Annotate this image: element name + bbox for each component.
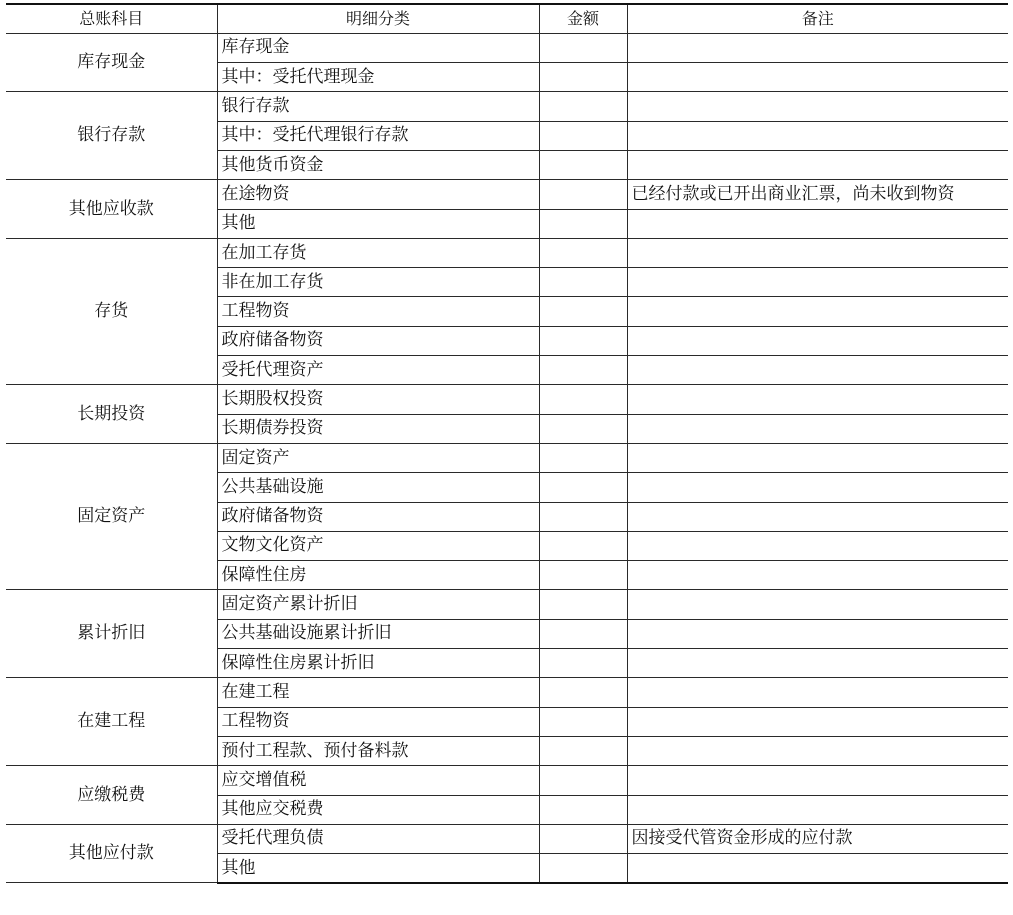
remark-cell [627,619,1008,648]
table-row [6,92,1008,121]
amount-cell [539,649,627,678]
table-header [6,4,1008,33]
detail-cell: 公共基础设施累计折旧 [217,619,539,648]
remark-cell [627,356,1008,385]
remark-cell [627,707,1008,736]
amount-cell [539,502,627,531]
remark-cell [627,150,1008,179]
remark-cell [627,414,1008,443]
amount-cell [539,678,627,707]
detail-cell: 在加工存货 [217,238,539,267]
detail-cell: 其他 [217,209,539,238]
table-row [6,238,1008,267]
amount-cell [539,238,627,267]
detail-cell: 长期股权投资 [217,385,539,414]
remark-cell [627,33,1008,62]
amount-cell [539,766,627,795]
table-row [6,443,1008,472]
table-row [6,385,1008,414]
amount-cell [539,707,627,736]
remark-cell [627,238,1008,267]
detail-cell: 长期债券投资 [217,414,539,443]
remark-cell [627,121,1008,150]
amount-cell [539,150,627,179]
remark-cell [627,473,1008,502]
remark-cell [627,385,1008,414]
remark-cell [627,590,1008,619]
remark-cell [627,678,1008,707]
amount-cell [539,268,627,297]
detail-cell: 工程物资 [217,297,539,326]
amount-cell [539,121,627,150]
header-remark: 备注 [627,4,1008,33]
detail-cell: 其他货币资金 [217,150,539,179]
detail-cell: 固定资产累计折旧 [217,590,539,619]
detail-cell: 非在加工存货 [217,268,539,297]
account-cell: 在建工程 [6,678,217,766]
table-row [6,33,1008,62]
detail-cell: 其他应交税费 [217,795,539,824]
header-amount: 金额 [539,4,627,33]
table-body [6,33,1008,883]
amount-cell [539,619,627,648]
amount-cell [539,297,627,326]
amount-cell [539,795,627,824]
amount-cell [539,414,627,443]
amount-cell [539,473,627,502]
amount-cell [539,824,627,853]
amount-cell [539,854,627,883]
remark-cell [627,297,1008,326]
detail-cell: 受托代理负债 [217,824,539,853]
table-row [6,180,1008,209]
account-cell: 应缴税费 [6,766,217,825]
account-cell: 存货 [6,238,217,384]
remark-cell [627,268,1008,297]
amount-cell [539,356,627,385]
table-row [6,678,1008,707]
remark-cell [627,854,1008,883]
account-cell: 其他应付款 [6,824,217,883]
remark-cell [627,561,1008,590]
table-row [6,824,1008,853]
account-cell: 长期投资 [6,385,217,444]
remark-cell [627,795,1008,824]
amount-cell [539,209,627,238]
detail-cell: 受托代理资产 [217,356,539,385]
account-cell: 库存现金 [6,33,217,92]
amount-cell [539,561,627,590]
header-account: 总账科目 [6,4,217,33]
remark-cell [627,92,1008,121]
detail-cell: 在建工程 [217,678,539,707]
table-row [6,590,1008,619]
amount-cell [539,531,627,560]
remark-cell [627,736,1008,765]
amount-cell [539,385,627,414]
account-cell: 累计折旧 [6,590,217,678]
detail-cell: 银行存款 [217,92,539,121]
detail-cell: 预付工程款、预付备料款 [217,736,539,765]
detail-cell: 文物文化资产 [217,531,539,560]
amount-cell [539,326,627,355]
detail-cell: 政府储备物资 [217,326,539,355]
amount-cell [539,63,627,92]
account-cell: 固定资产 [6,443,217,589]
detail-cell: 应交增值税 [217,766,539,795]
amount-cell [539,180,627,209]
detail-cell: 保障性住房 [217,561,539,590]
amount-cell [539,590,627,619]
amount-cell [539,33,627,62]
detail-cell: 工程物资 [217,707,539,736]
remark-cell [627,649,1008,678]
header-row [6,4,1008,33]
remark-cell [627,209,1008,238]
remark-cell [627,502,1008,531]
ledger-table [6,3,1008,884]
detail-cell: 保障性住房累计折旧 [217,649,539,678]
ledger-table-container [6,3,1008,884]
amount-cell [539,92,627,121]
detail-cell: 其中：受托代理现金 [217,63,539,92]
header-detail: 明细分类 [217,4,539,33]
remark-cell [627,326,1008,355]
amount-cell [539,443,627,472]
remark-cell [627,443,1008,472]
detail-cell: 固定资产 [217,443,539,472]
remark-cell: 已经付款或已开出商业汇票，尚未收到物资 [627,180,1008,209]
detail-cell: 在途物资 [217,180,539,209]
detail-cell: 其中：受托代理银行存款 [217,121,539,150]
account-cell: 银行存款 [6,92,217,180]
remark-cell [627,63,1008,92]
remark-cell [627,531,1008,560]
remark-cell: 因接受代管资金形成的应付款 [627,824,1008,853]
amount-cell [539,736,627,765]
detail-cell: 政府储备物资 [217,502,539,531]
detail-cell: 公共基础设施 [217,473,539,502]
remark-cell [627,766,1008,795]
table-row [6,766,1008,795]
detail-cell: 库存现金 [217,33,539,62]
detail-cell: 其他 [217,854,539,883]
account-cell: 其他应收款 [6,180,217,239]
